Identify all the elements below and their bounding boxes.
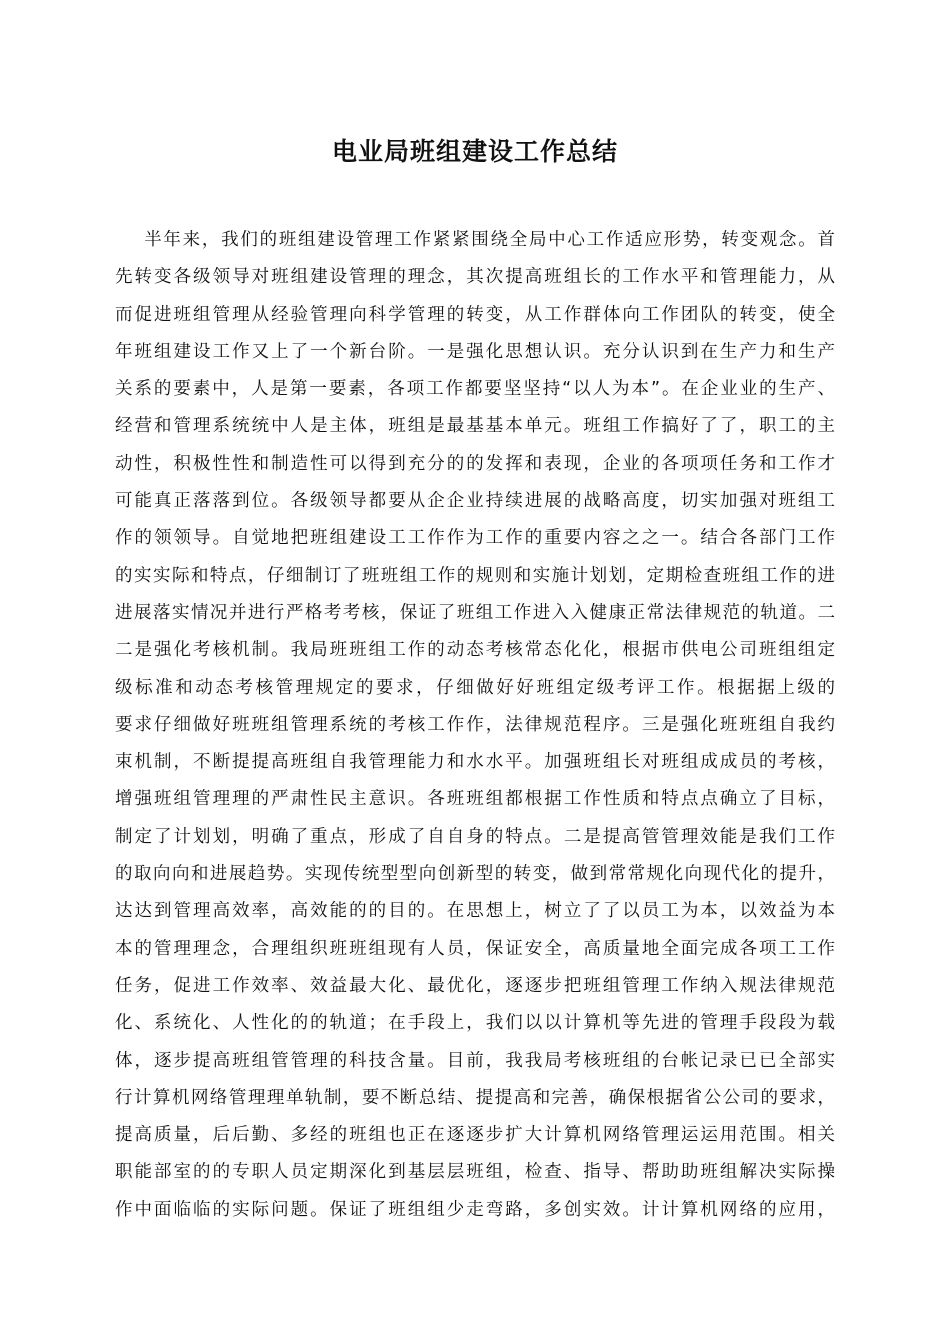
body-line: 任务，促进工作效率、效益最大化、最优化，逐逐步把班组管理工作纳入规法律规范 (115, 975, 835, 996)
body-line: 而促进班组管理从经验管理向科学管理的转变，从工作群体向工作团队的转变，使全 (115, 304, 835, 325)
document-title: 电业局班组建设工作总结 (331, 137, 618, 166)
body-line: 的取向向和进展趋势。实现传统型型向创新型的转变，做到常常规化向现代化的提升， (115, 864, 835, 885)
body-line: 体，逐步提高班组管管理的科技含量。目前，我我局考核班组的台帐记录已已全部实 (115, 1050, 835, 1071)
body-line: 经营和管理系统统中人是主体，班组是最基基本单元。班组工作搞好了了，职工的主 (115, 416, 835, 437)
body-line: 本的管理理念，合理组织班班组现有人员，保证安全，高质量地全面完成各项工工作 (115, 938, 835, 959)
body-line: 级标准和动态考核管理规定的要求，仔细做好好班组定级考评工作。根据据上级的 (115, 677, 835, 698)
body-line: 化、系统化、人性化的的轨道；在手段上，我们以以计算机等先进的管理手段段为载 (115, 1013, 835, 1034)
body-line: 作中面临临的实际问题。保证了班组组少走弯路，多创实效。计计算机网络的应用， (115, 1199, 835, 1220)
document-body (115, 222, 835, 1229)
body-line: 年班组建设工作又上了一个新台阶。一是强化思想认识。充分认识到在生产力和生产 (115, 341, 835, 362)
body-line: 可能真正落落到位。各级领导都要从企企业持续进展的战略高度，切实加强对班组工 (115, 491, 835, 512)
body-line: 要求仔细做好班班组管理系统的考核工作作，法律规范程序。三是强化班班组自我约 (115, 714, 835, 735)
body-line: 先转变各级领导对班组建设管理的理念，其次提高班组长的工作水平和管理能力，从 (115, 267, 835, 288)
body-line: 动性，积极性性和制造性可以得到充分的的发挥和表现，企业的各项项任务和工作才 (115, 453, 835, 474)
body-line: 行计算机网络管理理单轨制，要不断总结、提提高和完善，确保根据省公公司的要求， (115, 1087, 835, 1108)
body-line: 关系的要素中，人是第一要素，各项工作都要坚坚持“以人为本”。在企业业的生产、 (115, 379, 835, 400)
body-line: 制定了计划划，明确了重点，形成了自自身的特点。二是提高管管理效能是我们工作 (115, 826, 835, 847)
body-line: 达达到管理高效率，高效能的的目的。在思想上，树立了了以员工为本，以效益为本 (115, 901, 835, 922)
body-line: 职能部室的的专职人员定期深化到基层层班组，检查、指导、帮助助班组解决实际操 (115, 1162, 835, 1183)
body-line: 作的领领导。自觉地把班组建设工工作作为工作的重要内容之之一。结合各部门工作 (115, 528, 835, 549)
body-line: 提高质量，后后勤、多经的班组也正在逐逐步扩大计算机网络管理运运用范围。相关 (115, 1125, 835, 1146)
body-line: 的实实际和特点，仔细制订了班班组工作的规则和实施计划划，定期检查班组工作的进 (115, 565, 835, 586)
body-line: 束机制，不断提提高班组自我管理能力和水水平。加强班组长对班组成成员的考核， (115, 752, 835, 773)
body-line: 半年来，我们的班组建设管理工作紧紧围绕全局中心工作适应形势，转变观念。首 (115, 230, 835, 250)
body-line: 二是强化考核机制。我局班班组工作的动态考核常态化化，根据市供电公司班组组定 (115, 640, 835, 661)
body-line: 增强班组管理理的严肃性民主意识。各班班组都根据工作性质和特点点确立了目标， (115, 789, 835, 810)
body-line: 进展落实情况并进行严格考考核，保证了班组工作进入入健康正常法律规范的轨道。二 (115, 602, 835, 623)
